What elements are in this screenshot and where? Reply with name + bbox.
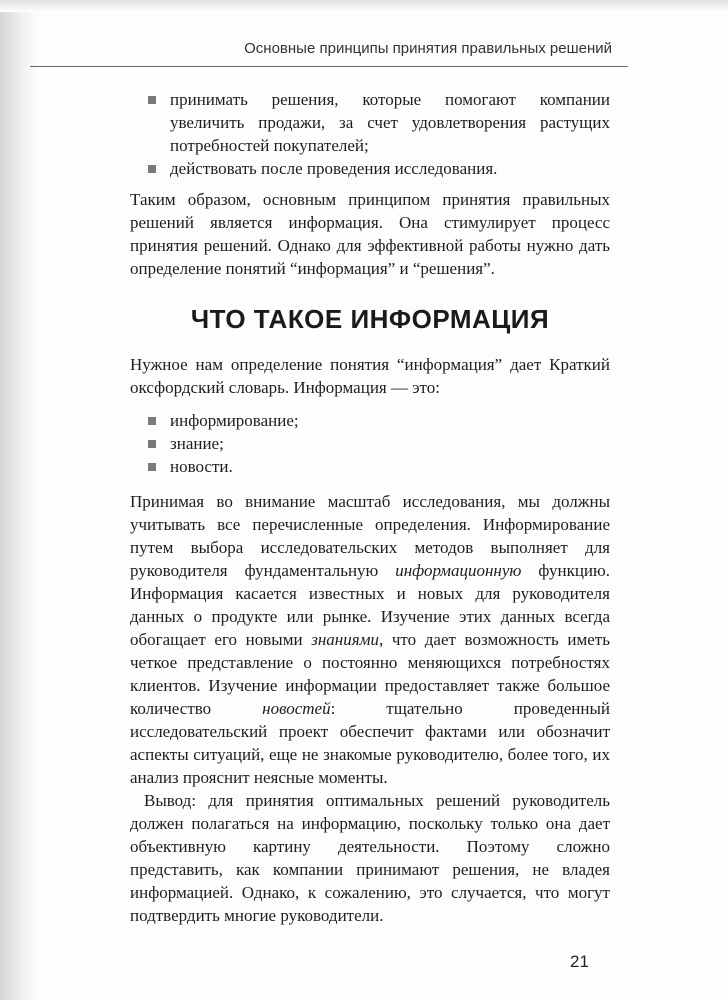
list-item-text: действовать после проведения исследования. xyxy=(170,159,498,178)
main-paragraph xyxy=(130,490,610,789)
bullet-square-icon xyxy=(148,463,156,471)
scan-shadow-top xyxy=(0,0,728,12)
page-content xyxy=(130,88,610,927)
header-rule xyxy=(30,66,628,67)
bullet-square-icon xyxy=(148,96,156,104)
section-heading: ЧТО ТАКОЕ ИНФОРМАЦИЯ xyxy=(190,304,550,334)
definition-paragraph: Нужное нам определение понятия “информация” дает Краткий оксфордский словарь. Информация — это: xyxy=(130,355,610,397)
bullet-square-icon xyxy=(148,417,156,425)
list-item-text: принимать решения, которые помогают компании увеличить продажи, за счет удовлетворения растущих потребностей покупателей; xyxy=(170,90,610,155)
list-item xyxy=(130,432,610,455)
list-item-text: новости. xyxy=(170,457,233,476)
list-item xyxy=(130,409,610,432)
emphasis-informational: информационную xyxy=(395,561,522,580)
main-paragraph-text-1: Принимая во внимание масштаб исследования, мы должны учитывать все перечисленные определения. Информирование путем выбора исследовательских методов выполняет для руководителя фундаментальную xyxy=(130,492,610,580)
list-item-text: информирование; xyxy=(170,411,299,430)
list-item xyxy=(130,455,610,478)
list-item xyxy=(130,157,610,180)
emphasis-knowledge: знаниями xyxy=(311,630,379,649)
main-paragraph-text-4: : тщательно проведенный исследовательский проект обеспечит фактами или обозначит аспекты ситуаций, еще не знакомые руководителю, более того, их анализ прояснит неясные моменты. xyxy=(130,699,610,787)
bullet-square-icon xyxy=(148,165,156,173)
definition-bullet-list xyxy=(130,409,610,478)
bullet-square-icon xyxy=(148,440,156,448)
main-paragraph-text-3: , что дает возможность иметь четкое представление о постоянно меняющихся потребностях клиентов. Изучение информации предоставляет также большое количество xyxy=(130,630,610,718)
conclusion-paragraph: Вывод: для принятия оптимальных решений руководитель должен полагаться на информацию, поскольку только она дает объективную картину деятельности. Поэтому сложно представить, как компании принимают решения, не владея информацией. Однако, к сожалению, это случается, что могут подтвердить многие руководители. xyxy=(130,791,610,925)
intro-paragraph: Таким образом, основным принципом принятия правильных решений является информация. Она стимулирует процесс принятия решений. Однако для эффективной работы нужно дать определение понятий “информация” и “решения”. xyxy=(130,190,610,278)
list-item xyxy=(130,88,610,157)
main-paragraph-text-2: функцию. Информация касается известных и новых для руководителя данных о продукте или рынке. Изучение этих данных всегда обогащает его новыми xyxy=(130,561,610,649)
page-number: 21 xyxy=(570,952,589,971)
emphasis-news: новостей xyxy=(262,699,331,718)
top-bullet-list xyxy=(130,88,610,180)
list-item-text: знание; xyxy=(170,434,224,453)
scan-shadow-left xyxy=(0,0,38,1000)
running-header: Основные принципы принятия правильных решений xyxy=(244,40,612,57)
